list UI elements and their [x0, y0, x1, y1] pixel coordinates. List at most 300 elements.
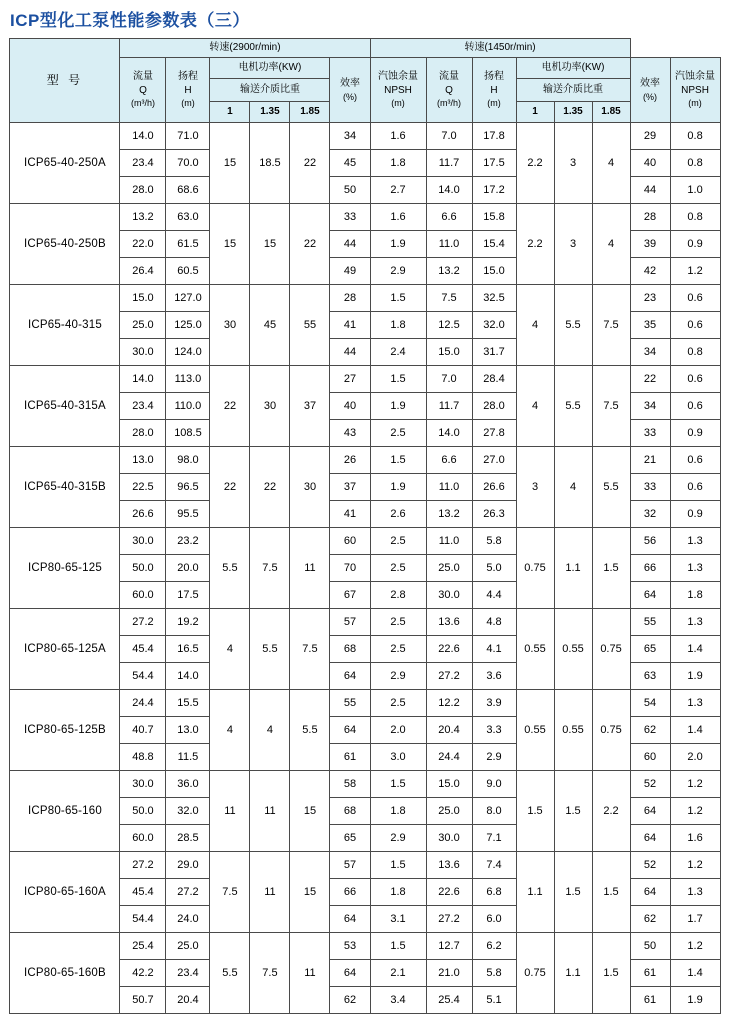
cell-efficiency-left: 62	[330, 987, 370, 1014]
cell-head-left: 20.0	[166, 555, 210, 582]
cell-power-right-3: 0.75	[592, 609, 630, 690]
header-sg-right-3: 1.85	[592, 102, 630, 123]
cell-efficiency-right: 23	[630, 285, 670, 312]
cell-efficiency-right: 33	[630, 474, 670, 501]
cell-head-left: 27.2	[166, 879, 210, 906]
cell-head-right: 15.8	[472, 204, 516, 231]
cell-power-right-2: 0.55	[554, 690, 592, 771]
cell-efficiency-right: 34	[630, 339, 670, 366]
header-head-left-sym: H	[184, 84, 192, 96]
cell-flow-right: 13.2	[426, 501, 472, 528]
cell-power-left-2: 22	[250, 447, 290, 528]
cell-flow-left: 48.8	[120, 744, 166, 771]
cell-flow-left: 28.0	[120, 420, 166, 447]
table-row	[10, 690, 720, 717]
cell-npsh-right: 1.3	[670, 690, 720, 717]
cell-head-left: 29.0	[166, 852, 210, 879]
cell-npsh-left: 1.9	[370, 474, 426, 501]
cell-efficiency-left: 66	[330, 879, 370, 906]
cell-efficiency-right: 50	[630, 933, 670, 960]
cell-efficiency-right: 55	[630, 609, 670, 636]
cell-npsh-right: 1.2	[670, 933, 720, 960]
cell-efficiency-left: 57	[330, 852, 370, 879]
cell-head-right: 17.8	[472, 123, 516, 150]
header-head-left-unit: (m)	[181, 98, 195, 109]
cell-flow-left: 28.0	[120, 177, 166, 204]
cell-efficiency-left: 27	[330, 366, 370, 393]
cell-efficiency-right: 42	[630, 258, 670, 285]
cell-head-right: 3.6	[472, 663, 516, 690]
cell-efficiency-right: 33	[630, 420, 670, 447]
header-medium-sg-left: 输送介质比重	[210, 79, 330, 102]
cell-power-left-3: 11	[290, 528, 330, 609]
cell-flow-left: 25.4	[120, 933, 166, 960]
cell-flow-right: 12.7	[426, 933, 472, 960]
cell-head-right: 7.1	[472, 825, 516, 852]
cell-efficiency-right: 60	[630, 744, 670, 771]
cell-efficiency-right: 61	[630, 987, 670, 1014]
cell-efficiency-right: 28	[630, 204, 670, 231]
cell-head-right: 5.0	[472, 555, 516, 582]
cell-head-right: 2.9	[472, 744, 516, 771]
cell-npsh-right: 0.6	[670, 285, 720, 312]
cell-head-left: 23.2	[166, 528, 210, 555]
cell-npsh-right: 1.3	[670, 609, 720, 636]
cell-head-left: 70.0	[166, 150, 210, 177]
cell-head-right: 4.4	[472, 582, 516, 609]
cell-head-right: 5.1	[472, 987, 516, 1014]
cell-flow-right: 13.2	[426, 258, 472, 285]
cell-power-left-1: 4	[210, 690, 250, 771]
cell-power-left-2: 4	[250, 690, 290, 771]
header-sg-left-2: 1.35	[250, 102, 290, 123]
header-motor-power-left: 电机功率(KW)	[210, 58, 330, 79]
header-npsh-left-sym: NPSH	[384, 84, 412, 96]
cell-head-right: 3.9	[472, 690, 516, 717]
cell-efficiency-right: 64	[630, 582, 670, 609]
cell-flow-left: 22.0	[120, 231, 166, 258]
cell-power-left-1: 22	[210, 366, 250, 447]
cell-head-left: 125.0	[166, 312, 210, 339]
cell-efficiency-left: 43	[330, 420, 370, 447]
cell-power-left-2: 15	[250, 204, 290, 285]
header-sg-right-1: 1	[516, 102, 554, 123]
cell-npsh-right: 1.9	[670, 663, 720, 690]
cell-head-left: 24.0	[166, 906, 210, 933]
cell-head-left: 110.0	[166, 393, 210, 420]
cell-npsh-right: 1.7	[670, 906, 720, 933]
pump-performance-table	[9, 38, 720, 1014]
cell-power-right-1: 0.55	[516, 609, 554, 690]
cell-power-right-1: 0.55	[516, 690, 554, 771]
cell-npsh-right: 1.6	[670, 825, 720, 852]
cell-head-left: 28.5	[166, 825, 210, 852]
header-model: 型 号	[10, 39, 120, 123]
cell-efficiency-left: 28	[330, 285, 370, 312]
table-row	[10, 204, 720, 231]
cell-npsh-left: 3.4	[370, 987, 426, 1014]
cell-npsh-right: 1.4	[670, 636, 720, 663]
cell-power-left-2: 7.5	[250, 528, 290, 609]
cell-flow-right: 27.2	[426, 663, 472, 690]
header-flow-left	[120, 58, 166, 123]
cell-power-left-3: 15	[290, 852, 330, 933]
header-efficiency-left	[330, 58, 370, 123]
cell-flow-left: 30.0	[120, 771, 166, 798]
cell-model: ICP80-65-125A	[10, 609, 120, 690]
header-speed-2900: 转速(2900r/min)	[120, 39, 370, 58]
cell-power-right-2: 4	[554, 447, 592, 528]
header-efficiency-left-unit: (%)	[342, 91, 357, 102]
cell-flow-right: 22.6	[426, 879, 472, 906]
cell-efficiency-left: 64	[330, 906, 370, 933]
cell-npsh-left: 1.5	[370, 933, 426, 960]
cell-head-left: 108.5	[166, 420, 210, 447]
cell-npsh-left: 2.4	[370, 339, 426, 366]
cell-power-left-3: 22	[290, 123, 330, 204]
page-title: ICP型化工泵性能参数表（三）	[10, 11, 250, 30]
cell-npsh-right: 1.3	[670, 879, 720, 906]
cell-head-right: 27.8	[472, 420, 516, 447]
header-npsh-right-sym: NPSH	[681, 84, 709, 96]
header-flow-right-name: 流量	[439, 71, 459, 83]
cell-flow-right: 11.0	[426, 474, 472, 501]
cell-efficiency-left: 58	[330, 771, 370, 798]
cell-npsh-left: 2.5	[370, 420, 426, 447]
cell-npsh-left: 2.0	[370, 717, 426, 744]
cell-power-left-2: 11	[250, 771, 290, 852]
cell-efficiency-right: 65	[630, 636, 670, 663]
cell-npsh-right: 1.2	[670, 852, 720, 879]
cell-power-right-1: 0.75	[516, 528, 554, 609]
cell-efficiency-left: 64	[330, 717, 370, 744]
cell-flow-right: 25.0	[426, 555, 472, 582]
header-row-speed	[10, 39, 720, 58]
cell-power-left-3: 5.5	[290, 690, 330, 771]
header-medium-sg-right: 输送介质比重	[516, 79, 630, 102]
cell-flow-left: 23.4	[120, 393, 166, 420]
cell-flow-right: 6.6	[426, 204, 472, 231]
cell-power-left-3: 55	[290, 285, 330, 366]
cell-flow-right: 27.2	[426, 906, 472, 933]
cell-efficiency-left: 41	[330, 312, 370, 339]
cell-npsh-right: 1.8	[670, 582, 720, 609]
cell-head-left: 13.0	[166, 717, 210, 744]
cell-power-left-1: 30	[210, 285, 250, 366]
cell-power-left-3: 22	[290, 204, 330, 285]
cell-efficiency-right: 66	[630, 555, 670, 582]
cell-power-right-1: 0.75	[516, 933, 554, 1014]
cell-model: ICP80-65-125	[10, 528, 120, 609]
cell-npsh-left: 2.8	[370, 582, 426, 609]
cell-npsh-left: 1.5	[370, 852, 426, 879]
cell-power-left-3: 7.5	[290, 609, 330, 690]
cell-flow-right: 25.0	[426, 798, 472, 825]
cell-head-left: 63.0	[166, 204, 210, 231]
cell-efficiency-right: 34	[630, 393, 670, 420]
cell-efficiency-right: 39	[630, 231, 670, 258]
cell-head-right: 9.0	[472, 771, 516, 798]
header-efficiency-right-name: 效率	[640, 78, 661, 90]
cell-head-right: 4.8	[472, 609, 516, 636]
cell-efficiency-right: 52	[630, 852, 670, 879]
cell-efficiency-left: 64	[330, 960, 370, 987]
header-head-right-sym: H	[490, 84, 498, 96]
cell-efficiency-left: 67	[330, 582, 370, 609]
cell-power-right-2: 1.1	[554, 528, 592, 609]
cell-npsh-right: 2.0	[670, 744, 720, 771]
cell-efficiency-right: 64	[630, 879, 670, 906]
cell-efficiency-left: 57	[330, 609, 370, 636]
cell-flow-left: 14.0	[120, 123, 166, 150]
cell-flow-left: 40.7	[120, 717, 166, 744]
cell-flow-left: 27.2	[120, 852, 166, 879]
cell-head-left: 17.5	[166, 582, 210, 609]
header-flow-left-sym: Q	[139, 84, 147, 96]
cell-npsh-left: 1.6	[370, 123, 426, 150]
cell-power-right-2: 1.5	[554, 852, 592, 933]
cell-flow-right: 7.5	[426, 285, 472, 312]
cell-npsh-right: 1.2	[670, 771, 720, 798]
cell-head-right: 26.6	[472, 474, 516, 501]
cell-flow-left: 26.6	[120, 501, 166, 528]
cell-npsh-right: 1.0	[670, 177, 720, 204]
cell-head-right: 27.0	[472, 447, 516, 474]
cell-npsh-right: 0.9	[670, 231, 720, 258]
cell-power-right-3: 4	[592, 204, 630, 285]
cell-flow-left: 27.2	[120, 609, 166, 636]
cell-npsh-right: 0.8	[670, 339, 720, 366]
cell-head-left: 36.0	[166, 771, 210, 798]
cell-efficiency-right: 56	[630, 528, 670, 555]
cell-head-left: 95.5	[166, 501, 210, 528]
cell-npsh-right: 0.9	[670, 501, 720, 528]
cell-npsh-left: 2.1	[370, 960, 426, 987]
header-npsh-right-name: 汽蚀余量	[675, 71, 716, 83]
cell-flow-right: 13.6	[426, 609, 472, 636]
cell-flow-right: 14.0	[426, 420, 472, 447]
cell-power-left-2: 11	[250, 852, 290, 933]
cell-head-right: 5.8	[472, 528, 516, 555]
cell-power-right-2: 3	[554, 204, 592, 285]
cell-head-right: 28.4	[472, 366, 516, 393]
cell-npsh-left: 3.1	[370, 906, 426, 933]
cell-head-left: 98.0	[166, 447, 210, 474]
cell-power-right-3: 2.2	[592, 771, 630, 852]
cell-flow-left: 30.0	[120, 339, 166, 366]
cell-head-right: 4.1	[472, 636, 516, 663]
cell-power-left-2: 45	[250, 285, 290, 366]
cell-flow-left: 54.4	[120, 663, 166, 690]
cell-flow-left: 22.5	[120, 474, 166, 501]
header-speed-1450: 转速(1450r/min)	[370, 39, 630, 58]
cell-flow-left: 26.4	[120, 258, 166, 285]
header-head-left	[166, 58, 210, 123]
cell-model: ICP65-40-315	[10, 285, 120, 366]
cell-model: ICP80-65-160B	[10, 933, 120, 1014]
cell-power-right-1: 3	[516, 447, 554, 528]
cell-flow-left: 45.4	[120, 636, 166, 663]
cell-flow-right: 12.2	[426, 690, 472, 717]
cell-power-right-2: 0.55	[554, 609, 592, 690]
cell-efficiency-left: 44	[330, 231, 370, 258]
table-header	[10, 39, 720, 123]
table-row	[10, 771, 720, 798]
cell-npsh-right: 0.6	[670, 366, 720, 393]
cell-npsh-left: 2.9	[370, 663, 426, 690]
cell-efficiency-left: 26	[330, 447, 370, 474]
cell-flow-left: 13.0	[120, 447, 166, 474]
cell-flow-left: 50.7	[120, 987, 166, 1014]
cell-efficiency-right: 32	[630, 501, 670, 528]
cell-npsh-right: 1.3	[670, 555, 720, 582]
cell-power-right-3: 1.5	[592, 852, 630, 933]
cell-head-left: 25.0	[166, 933, 210, 960]
cell-efficiency-right: 62	[630, 717, 670, 744]
cell-power-right-3: 0.75	[592, 690, 630, 771]
cell-flow-right: 22.6	[426, 636, 472, 663]
cell-flow-left: 25.0	[120, 312, 166, 339]
header-flow-right-unit: (m³/h)	[437, 98, 461, 109]
cell-power-right-3: 5.5	[592, 447, 630, 528]
cell-flow-left: 50.0	[120, 798, 166, 825]
cell-flow-right: 6.6	[426, 447, 472, 474]
cell-flow-right: 7.0	[426, 366, 472, 393]
cell-npsh-left: 1.8	[370, 879, 426, 906]
cell-flow-left: 15.0	[120, 285, 166, 312]
cell-power-right-1: 2.2	[516, 204, 554, 285]
cell-head-right: 28.0	[472, 393, 516, 420]
cell-power-left-1: 11	[210, 771, 250, 852]
cell-power-right-3: 1.5	[592, 528, 630, 609]
cell-power-left-1: 4	[210, 609, 250, 690]
cell-head-right: 32.0	[472, 312, 516, 339]
cell-npsh-right: 0.6	[670, 312, 720, 339]
header-head-right	[472, 58, 516, 123]
cell-power-right-2: 5.5	[554, 366, 592, 447]
cell-efficiency-left: 40	[330, 393, 370, 420]
cell-power-left-1: 5.5	[210, 933, 250, 1014]
header-motor-power-right: 电机功率(KW)	[516, 58, 630, 79]
cell-power-left-3: 37	[290, 366, 330, 447]
cell-head-left: 127.0	[166, 285, 210, 312]
cell-flow-left: 30.0	[120, 528, 166, 555]
cell-npsh-left: 1.5	[370, 285, 426, 312]
table-row	[10, 285, 720, 312]
cell-efficiency-left: 53	[330, 933, 370, 960]
cell-npsh-right: 1.4	[670, 717, 720, 744]
cell-power-left-1: 15	[210, 123, 250, 204]
cell-power-right-3: 4	[592, 123, 630, 204]
cell-efficiency-left: 34	[330, 123, 370, 150]
cell-power-left-1: 7.5	[210, 852, 250, 933]
cell-efficiency-left: 44	[330, 339, 370, 366]
table-row	[10, 123, 720, 150]
cell-head-left: 11.5	[166, 744, 210, 771]
cell-efficiency-left: 45	[330, 150, 370, 177]
cell-head-right: 15.0	[472, 258, 516, 285]
cell-head-right: 17.2	[472, 177, 516, 204]
cell-efficiency-left: 68	[330, 636, 370, 663]
cell-efficiency-left: 33	[330, 204, 370, 231]
header-flow-right	[426, 58, 472, 123]
cell-npsh-left: 1.9	[370, 393, 426, 420]
cell-efficiency-right: 44	[630, 177, 670, 204]
cell-efficiency-right: 40	[630, 150, 670, 177]
cell-efficiency-left: 70	[330, 555, 370, 582]
cell-npsh-right: 0.9	[670, 420, 720, 447]
cell-npsh-right: 0.8	[670, 150, 720, 177]
cell-head-left: 19.2	[166, 609, 210, 636]
cell-npsh-right: 1.2	[670, 258, 720, 285]
cell-power-left-3: 15	[290, 771, 330, 852]
cell-flow-right: 15.0	[426, 771, 472, 798]
cell-power-left-2: 5.5	[250, 609, 290, 690]
cell-head-right: 6.0	[472, 906, 516, 933]
cell-head-left: 124.0	[166, 339, 210, 366]
cell-head-left: 32.0	[166, 798, 210, 825]
header-sg-left-1: 1	[210, 102, 250, 123]
cell-npsh-right: 1.3	[670, 528, 720, 555]
cell-power-right-3: 1.5	[592, 933, 630, 1014]
cell-npsh-left: 2.5	[370, 555, 426, 582]
header-npsh-right-unit: (m)	[688, 98, 702, 109]
cell-npsh-left: 2.5	[370, 609, 426, 636]
cell-efficiency-left: 68	[330, 798, 370, 825]
cell-model: ICP80-65-160A	[10, 852, 120, 933]
cell-model: ICP65-40-315B	[10, 447, 120, 528]
cell-efficiency-left: 41	[330, 501, 370, 528]
cell-power-right-1: 4	[516, 366, 554, 447]
cell-flow-right: 11.7	[426, 393, 472, 420]
cell-head-left: 16.5	[166, 636, 210, 663]
cell-efficiency-left: 50	[330, 177, 370, 204]
cell-flow-left: 60.0	[120, 825, 166, 852]
header-sg-left-3: 1.85	[290, 102, 330, 123]
cell-npsh-right: 1.9	[670, 987, 720, 1014]
cell-efficiency-left: 65	[330, 825, 370, 852]
cell-efficiency-left: 64	[330, 663, 370, 690]
cell-head-left: 71.0	[166, 123, 210, 150]
cell-efficiency-left: 61	[330, 744, 370, 771]
cell-npsh-left: 1.8	[370, 312, 426, 339]
cell-efficiency-left: 49	[330, 258, 370, 285]
header-flow-left-name: 流量	[132, 71, 153, 83]
cell-head-left: 96.5	[166, 474, 210, 501]
table-row	[10, 933, 720, 960]
cell-flow-left: 23.4	[120, 150, 166, 177]
title-bar	[0, 0, 730, 38]
cell-flow-right: 20.4	[426, 717, 472, 744]
cell-head-right: 6.2	[472, 933, 516, 960]
cell-npsh-right: 0.8	[670, 123, 720, 150]
cell-model: ICP65-40-315A	[10, 366, 120, 447]
header-head-right-name: 扬程	[484, 71, 504, 83]
cell-efficiency-left: 55	[330, 690, 370, 717]
cell-npsh-left: 2.9	[370, 258, 426, 285]
cell-npsh-right: 0.6	[670, 474, 720, 501]
cell-head-right: 8.0	[472, 798, 516, 825]
cell-npsh-left: 3.0	[370, 744, 426, 771]
cell-npsh-left: 2.5	[370, 636, 426, 663]
cell-efficiency-left: 60	[330, 528, 370, 555]
cell-head-right: 6.8	[472, 879, 516, 906]
table-row	[10, 609, 720, 636]
cell-head-right: 3.3	[472, 717, 516, 744]
cell-power-right-2: 5.5	[554, 285, 592, 366]
cell-npsh-right: 1.4	[670, 960, 720, 987]
cell-flow-right: 11.0	[426, 528, 472, 555]
